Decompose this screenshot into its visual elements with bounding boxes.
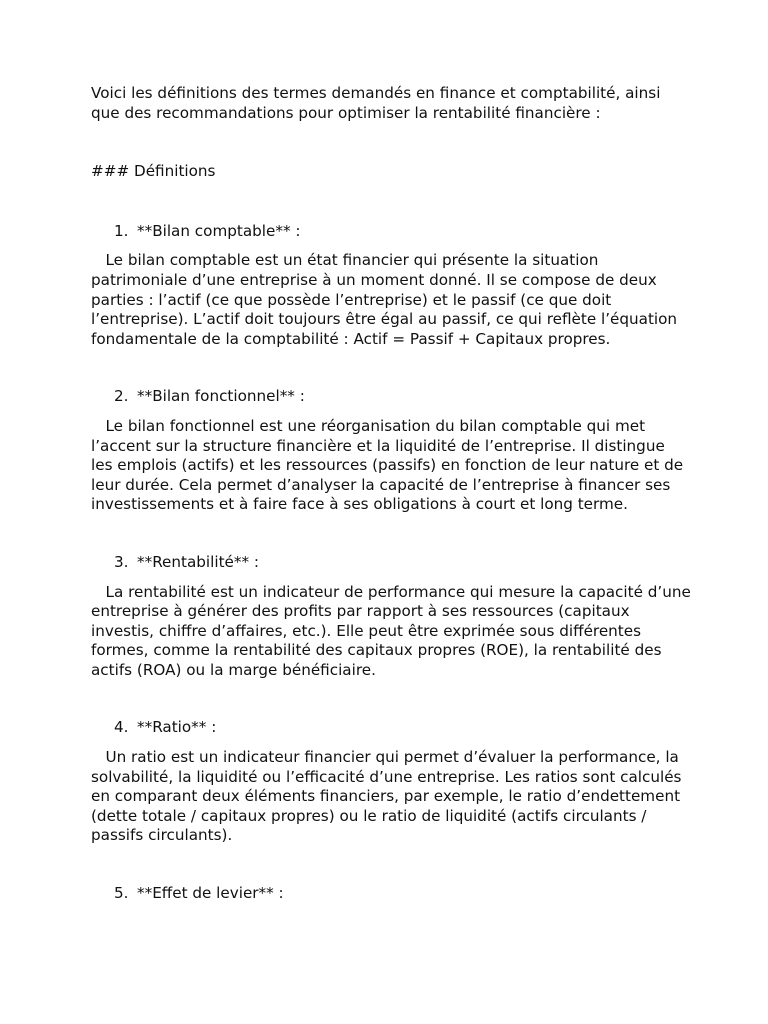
document-page (91, 84, 691, 904)
definition-body-3 (91, 583, 691, 681)
definition-title-1 (91, 222, 691, 242)
definition-body-2 (91, 417, 691, 515)
item-title-text: **Ratio** : (137, 718, 217, 737)
definition-title-4 (91, 718, 691, 738)
item-number: 4. (114, 718, 129, 737)
item-title-text: **Rentabilité** : (137, 552, 260, 571)
definition-title-5 (91, 884, 691, 904)
definition-body-4 (91, 748, 691, 846)
item-number: 3. (114, 552, 129, 571)
item-body-text: Le bilan comptable est un état financier qui présente la situation patrimoniale d’une entreprise à un moment donné. Il se compose de deux parties : l’actif (ce que possède l’entreprise) et le passif (ce que doit l’entreprise). L’actif doit toujours être égal au passif, ce qui reflète l’équation fondamentale de la comptabilité : Actif = Passif + Capitaux propres. (91, 251, 678, 348)
item-body-text: La rentabilité est un indicateur de performance qui mesure la capacité d’une entreprise à générer des profits par rapport à ses ressources (capitaux investis, chiffre d’affaires, etc.). Elle peut être exprimée sous différentes formes, comme la rentabilité des capitaux propres (ROE), la rentabilité des actifs (ROA) ou la marge bénéficiaire. (91, 582, 691, 679)
item-body-text: Un ratio est un indicateur financier qui permet d’évaluer la performance, la solvabilité, la liquidité ou l’efficacité d’une entreprise. Les ratios sont calculés en comparant deux éléments financiers, par exemple, le ratio d’endettement (dette totale / capitaux propres) ou le ratio de liquidité (actifs circulants / passifs circulants). (91, 748, 682, 845)
item-title-text: **Bilan fonctionnel** : (137, 387, 305, 406)
definition-title-2 (91, 387, 691, 407)
item-title-text: **Bilan comptable** : (137, 221, 301, 240)
section-heading: ### Définitions (91, 162, 216, 181)
definition-title-3 (91, 553, 691, 573)
item-number: 5. (114, 884, 129, 903)
definition-body-1 (91, 251, 691, 349)
intro-paragraph: Voici les définitions des termes demandés en finance et comptabilité, ainsi que des recommandations pour optimiser la rentabilité financière : (91, 84, 661, 122)
item-number: 1. (114, 221, 129, 240)
item-number: 2. (114, 387, 129, 406)
item-title-text: **Effet de levier** : (137, 884, 284, 903)
item-body-text: Le bilan fonctionnel est une réorganisation du bilan comptable qui met l’accent sur la structure financière et la liquidité de l’entreprise. Il distingue les emplois (actifs) et les ressources (passifs) en fonction de leur nature et de leur durée. Cela permet d’analyser la capacité de l’entreprise à financer ses investissements et à faire face à ses obligations à court et long terme. (91, 416, 684, 514)
